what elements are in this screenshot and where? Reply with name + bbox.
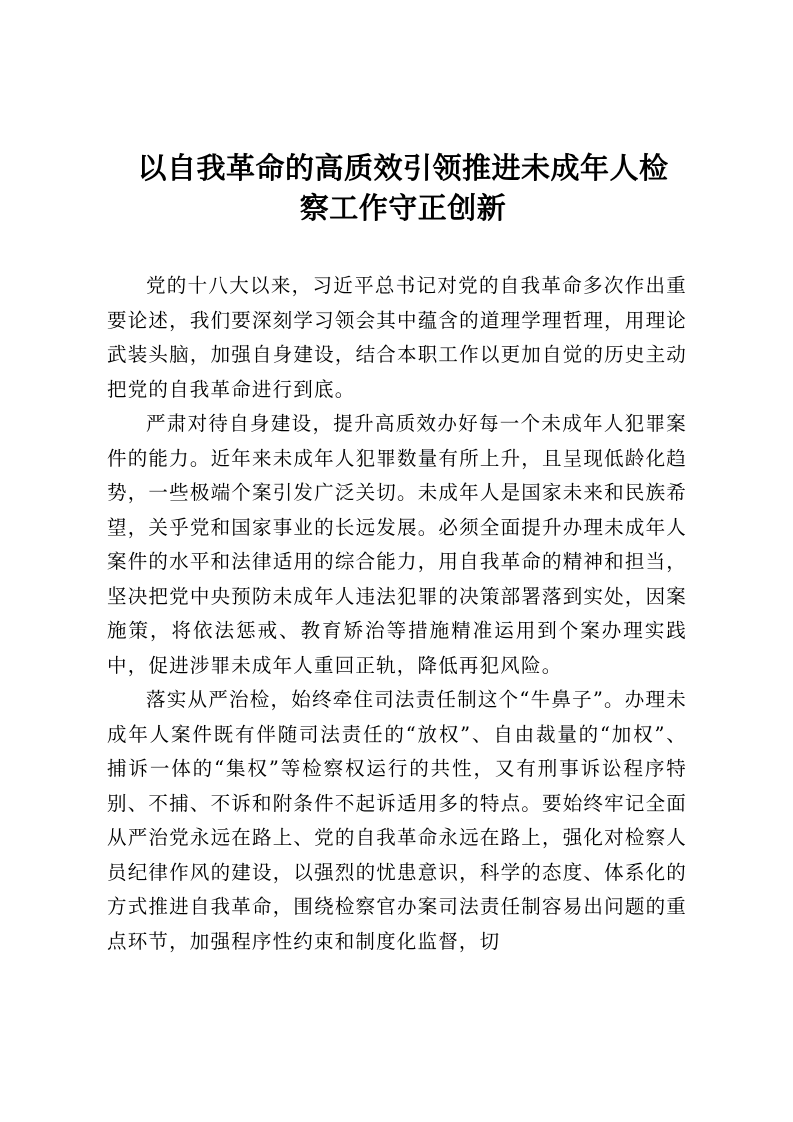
document-body [107,269,687,959]
paragraph-2: 严肃对待自身建设，提升高质效办好每一个未成年人犯罪案件的能力。近年来未成年人犯罪数量有所上升，且呈现低龄化趋势，一些极端个案引发广泛关切。未成年人是国家未来和民族希望，关乎党和国家事业的长远发展。必须全面提升办理未成年人案件的水平和法律适用的综合能力，用自我革命的精神和担当，坚决把党中央预防未成年人违法犯罪的决策部署落到实处，因案施策，将依法惩戒、教育矫治等措施精准运用到个案办理实践中，促进涉罪未成年人重回正轨，降低再犯风险。 [107,412,687,677]
paragraph-1: 党的十八大以来，习近平总书记对党的自我革命多次作出重要论述，我们要深刻学习领会其中蕴含的道理学理哲理，用理论武装头脑，加强自身建设，结合本职工作以更加自觉的历史主动把党的自我革命进行到底。 [107,274,687,401]
title-line-2: 察工作守正创新 [299,191,507,225]
paragraph-3: 落实从严治检，始终牵住司法责任制这个“牛鼻子”。办理未成年人案件既有伴随司法责任的“放权”、自由裁量的“加权”、捕诉一体的“集权”等检察权运行的共性，又有刑事诉讼程序特别、不捕、不诉和附条件不起诉适用多的特点。要始终牢记全面从严治党永远在路上、党的自我革命永远在路上，强化对检察人员纪律作风的建设，以强烈的忧患意识，科学的态度、体系化的方式推进自我革命，围绕检察官办案司法责任制容易出问题的重点环节，加强程序性约束和制度化监督，切 [107,688,687,953]
document-title [108,148,698,228]
title-line-1: 以自我革命的高质效引领推进未成年人检 [137,151,669,185]
